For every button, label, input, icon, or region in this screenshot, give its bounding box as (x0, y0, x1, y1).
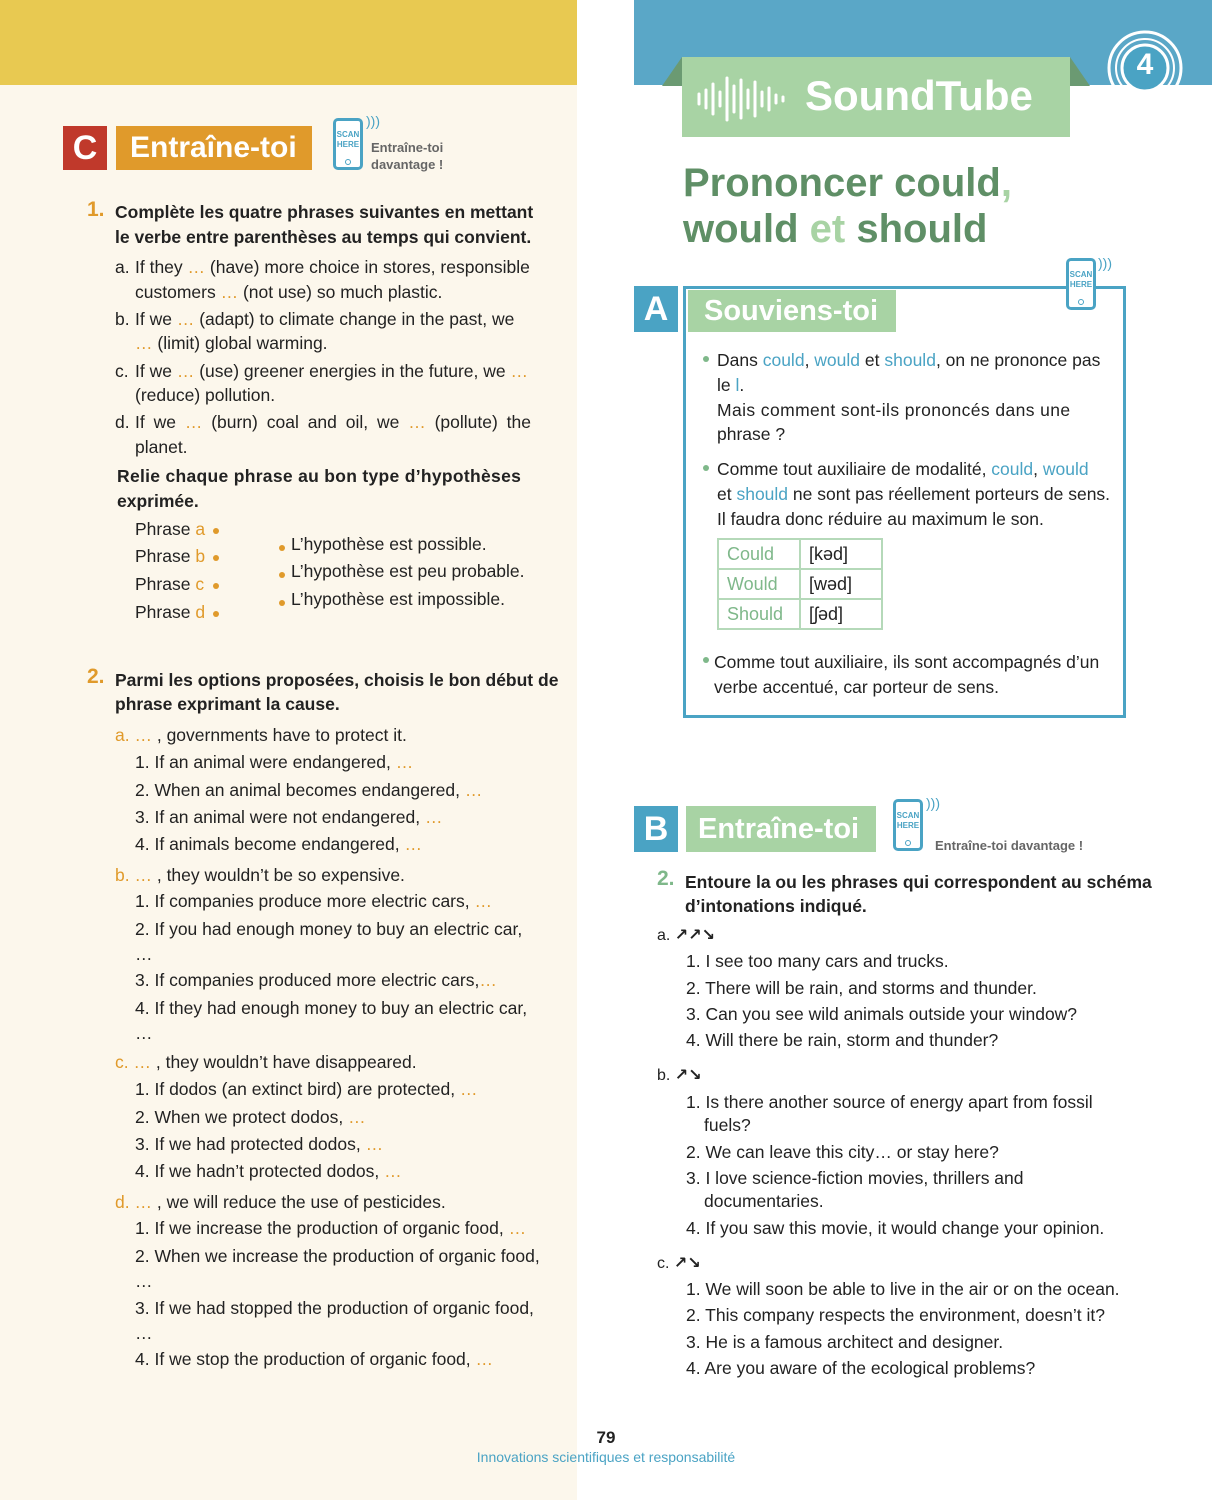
ex2-number: 2. (87, 665, 105, 688)
section-c-title: Entraîne-toi (116, 126, 312, 170)
option[interactable]: 4. If they had enough money to buy an electric car, (135, 998, 528, 1018)
ex2-group-b-stem: b. … , they wouldn’t be so expensive. (115, 865, 405, 885)
exb-group-a-label: a. ↗↗↘ (657, 927, 716, 944)
item-letter: c. (115, 361, 129, 381)
exb-sentence[interactable]: 4. Are you aware of the ecological problems? (686, 1358, 1036, 1378)
table-phonetic: [kəd] (800, 539, 882, 569)
table-row (718, 599, 882, 629)
option[interactable]: 1. If an animal were endangered, … (135, 752, 414, 772)
scan-label: SCAN HERE (1069, 270, 1093, 289)
relie-instruction-1: Relie chaque phrase au bon type d’hypothèses (117, 466, 522, 486)
unit-number: 4 (1136, 48, 1154, 81)
option[interactable]: 1. If we increase the production of organic food, … (135, 1218, 527, 1238)
table-row (718, 569, 882, 599)
top-yellow-band (0, 0, 577, 85)
item-line-2: … (limit) global warming. (135, 333, 328, 353)
exb-sentence[interactable]: 2. We can leave this city… or stay here? (686, 1142, 999, 1162)
souviens-b1-line4: phrase ? (717, 424, 786, 444)
phone-button (345, 159, 351, 165)
souviens-b2-line2: et should ne sont pas réellement porteurs de sens. (717, 484, 1111, 504)
item-line-1: If we … (burn) coal and oil, we … (pollute) the (135, 412, 532, 432)
souviens-b2-line3: Il faudra donc réduire au maximum le son. (717, 509, 1044, 529)
exb-sentence[interactable]: 1. Is there another source of energy apart from fossil (686, 1092, 1093, 1112)
scan-caption-1: Entraîne-toi (371, 140, 444, 155)
ex1-instruction-1: Complète les quatre phrases suivantes en mettant (115, 202, 534, 222)
option[interactable]: 2. If you had enough money to buy an electric car, (135, 919, 523, 939)
section-b-title: Entraîne-toi (686, 806, 876, 852)
hypothesis-3: L’hypothèse est impossible. (291, 589, 506, 609)
table-word: Could (718, 539, 800, 569)
exb-sentence-cont[interactable]: documentaries. (704, 1191, 824, 1211)
scan-label: SCAN HERE (896, 811, 920, 830)
exb-sentence[interactable]: 3. He is a famous architect and designer. (686, 1332, 1004, 1352)
soundtube-title: SoundTube (805, 72, 1033, 119)
phone-button (905, 840, 911, 846)
item-letter: a. (115, 257, 130, 277)
exb-sentence[interactable]: 2. This company respects the environment, doesn’t it? (686, 1305, 1105, 1325)
scan-phone-icon[interactable] (1066, 258, 1096, 310)
signal-waves-icon: ))) (366, 113, 380, 129)
exb-sentence[interactable]: 4. Will there be rain, storm and thunder? (686, 1030, 999, 1050)
exb-group-c-label: c. ↗↘ (657, 1255, 701, 1272)
ex2-instruction-2: phrase exprimant la cause. (115, 694, 340, 714)
exb-sentence-cont[interactable]: fuels? (704, 1115, 751, 1135)
option-dots: … (135, 1271, 153, 1291)
exb-number: 2. (657, 867, 675, 890)
option-dots: … (135, 944, 153, 964)
souviens-b2-line1: Comme tout auxiliaire de modalité, could, would (717, 459, 1089, 479)
option[interactable]: 2. When we increase the production of organic food, (135, 1246, 540, 1266)
scan-label: SCAN HERE (336, 130, 360, 149)
option[interactable]: 2. When we protect dodos, … (135, 1107, 366, 1127)
exb-group-b-label: b. ↗↘ (657, 1067, 702, 1084)
option[interactable]: 3. If we had stopped the production of organic food, (135, 1298, 534, 1318)
ex2-group-c-stem: c. … , they wouldn’t have disappeared. (115, 1052, 417, 1072)
chapter-title: Innovations scientifiques et responsabilité (476, 1449, 736, 1465)
match-dot-b[interactable] (213, 555, 219, 561)
option[interactable]: 4. If we hadn’t protected dodos, … (135, 1161, 402, 1181)
section-a-letter: A (634, 286, 678, 332)
option[interactable]: 1. If dodos (an extinct bird) are protected, … (135, 1079, 478, 1099)
bullet-dot (703, 657, 709, 663)
souviens-b1-line2: le l. (717, 375, 745, 395)
table-word: Would (718, 569, 800, 599)
section-a-title: Souviens-toi (688, 290, 896, 332)
page-heading-line-2: would et should (683, 207, 988, 251)
item-line-2: (reduce) pollution. (135, 385, 276, 405)
item-line-2: customers … (not use) so much plastic. (135, 282, 443, 302)
exb-sentence[interactable]: 4. If you saw this movie, it would change your opinion. (686, 1218, 1105, 1238)
item-line-1: If we … (use) greener energies in the future, we … (135, 361, 528, 381)
section-c-letter: C (63, 126, 107, 170)
table-phonetic: [ʃəd] (800, 599, 882, 629)
soundwave-icon (696, 76, 786, 122)
hypothesis-dot-3[interactable] (279, 600, 285, 606)
option[interactable]: 4. If we stop the production of organic food, … (135, 1349, 494, 1369)
ex1-instruction-2: le verbe entre parenthèses au temps qui convient. (115, 227, 532, 247)
exb-sentence[interactable]: 2. There will be rain, and storms and thunder. (686, 978, 1037, 998)
exb-sentence[interactable]: 3. I love science-fiction movies, thrillers and (686, 1168, 1024, 1188)
option-dots: … (135, 1023, 153, 1043)
match-dot-c[interactable] (213, 583, 219, 589)
item-line-2: planet. (135, 437, 188, 457)
relie-instruction-2: exprimée. (117, 491, 199, 511)
item-line-1: If we … (adapt) to climate change in the past, we (135, 309, 515, 329)
exb-instruction-2: d’intonations indiqué. (685, 896, 867, 916)
scan-phone-icon[interactable] (893, 799, 923, 851)
item-line-1: If they … (have) more choice in stores, responsible (135, 257, 530, 277)
scan-caption: Entraîne-toi davantage ! (935, 838, 1084, 853)
phrase-b[interactable]: Phrase b (135, 546, 206, 566)
hypothesis-1: L’hypothèse est possible. (291, 534, 487, 554)
option[interactable]: 3. If we had protected dodos, … (135, 1134, 384, 1154)
ex2-instruction-1: Parmi les options proposées, choisis le bon début de (115, 670, 559, 690)
page-number: 79 (596, 1428, 616, 1447)
phrase-a[interactable]: Phrase a (135, 519, 206, 539)
match-dot-a[interactable] (213, 528, 219, 534)
option[interactable]: 1. If companies produce more electric cars, … (135, 891, 492, 911)
ex2-group-a-stem: a. … , governments have to protect it. (115, 725, 407, 745)
option[interactable]: 3. If companies produced more electric cars,… (135, 970, 497, 990)
match-dot-d[interactable] (213, 611, 219, 617)
hypothesis-dot-1[interactable] (279, 545, 285, 551)
scan-caption-2: davantage ! (371, 157, 444, 172)
hypothesis-2: L’hypothèse est peu probable. (291, 561, 525, 581)
ex1-number: 1. (87, 198, 105, 221)
souviens-b1-line3: Mais comment sont-ils prononcés dans une (717, 400, 1071, 420)
souviens-b3-line2: verbe accentué, car porteur de sens. (714, 677, 1000, 697)
pronunciation-table (717, 538, 883, 630)
phrase-d[interactable]: Phrase d (135, 602, 206, 622)
signal-waves-icon: ))) (926, 795, 940, 811)
option[interactable]: 3. If an animal were not endangered, … (135, 807, 443, 827)
ex2-group-d-stem: d. … , we will reduce the use of pesticides. (115, 1192, 446, 1212)
section-b-letter: B (634, 806, 678, 852)
item-letter: d. (115, 412, 130, 432)
scan-phone-icon[interactable] (333, 118, 363, 170)
page-heading-line-1: Prononcer could, (683, 161, 1012, 205)
souviens-b1-line1: Dans could, would et should, on ne prononce pas (717, 350, 1101, 370)
phrase-c[interactable]: Phrase c (135, 574, 205, 594)
exb-sentence[interactable]: 1. We will soon be able to live in the air or on the ocean. (686, 1279, 1120, 1299)
item-letter: b. (115, 309, 130, 329)
souviens-b3-line1: Comme tout auxiliaire, ils sont accompagnés d’un (714, 652, 1100, 672)
bullet-dot (703, 356, 709, 362)
hypothesis-dot-2[interactable] (279, 572, 285, 578)
exb-instruction-1: Entoure la ou les phrases qui correspondent au schéma (685, 872, 1152, 892)
option[interactable]: 4. If animals become endangered, … (135, 834, 423, 854)
exb-sentence[interactable]: 3. Can you see wild animals outside your window? (686, 1004, 1078, 1024)
table-row (718, 539, 882, 569)
phone-button (1078, 299, 1084, 305)
bullet-dot (703, 465, 709, 471)
option-dots: … (135, 1323, 153, 1343)
exb-sentence[interactable]: 1. I see too many cars and trucks. (686, 951, 949, 971)
option[interactable]: 2. When an animal becomes endangered, … (135, 780, 483, 800)
table-phonetic: [wəd] (800, 569, 882, 599)
signal-waves-icon: ))) (1098, 255, 1112, 271)
table-word: Should (718, 599, 800, 629)
